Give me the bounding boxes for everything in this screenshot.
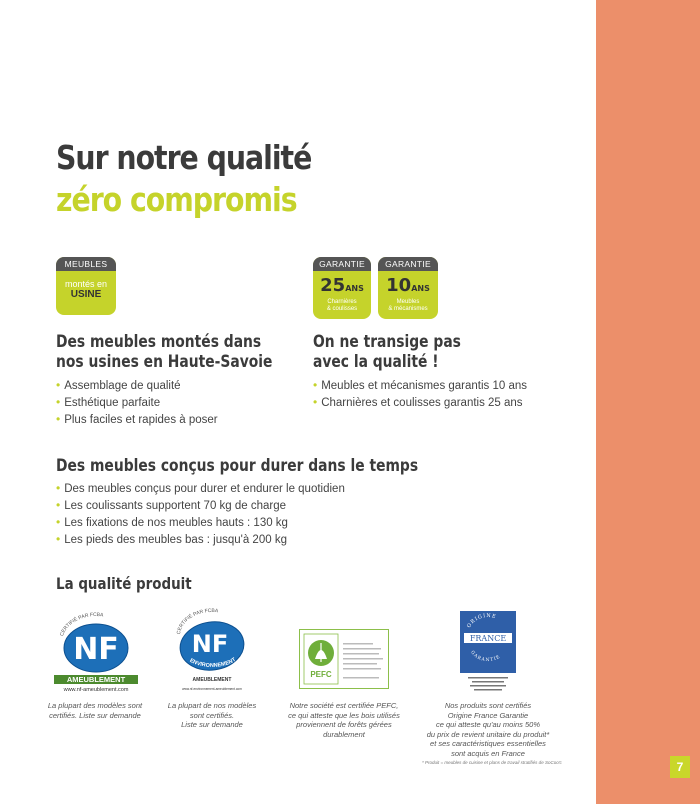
section3-list [56,480,345,548]
nf-url: www.nf-ameublement.com [63,687,129,693]
page-title: Sur notre qualité [56,138,312,177]
list-item: • Assemblage de qualité [56,378,181,392]
section1-title-line1: Des meubles montés dans [56,332,262,351]
list-item: • Les fixations de nos meubles hauts : 130 kg [56,515,288,529]
bullet-icon: • [56,395,61,409]
nf-ameublement-logo [48,608,144,694]
bullet-icon: • [56,378,61,392]
bullet-icon: • [56,532,61,546]
nf-env-text: ENVIRONNEMENT [188,656,238,669]
bullet-icon: • [56,515,61,529]
badge-meubles-usine [56,257,116,315]
badge-sub: Meubles [396,299,420,305]
section2-title-line2: avec la qualité ! [313,352,439,371]
origine-france-garantie-logo [458,611,518,699]
nf1-caption: La plupart des modèles sont certifiés. Liste sur demande [47,701,143,720]
badge-head: MEUBLES [56,257,116,271]
section2-list [313,377,527,411]
list-item: • Les pieds des meubles bas : jusqu'à 200 kg [56,532,287,546]
badge-unit: ANS [411,284,430,293]
badge-number: 10 [386,275,412,296]
ofg-country: FRANCE [469,634,507,643]
badge-line-bold: USINE [70,289,102,300]
nf-mark: NF [73,632,119,667]
section2-title-line1: On ne transige pas [313,332,461,351]
ofg-arc-text: ORIGINE [466,612,498,630]
nf-env-arc-text: CERTIFIÉ PAR FCBA [175,607,219,635]
badge-sub: & mécanismes [388,306,428,312]
nf-env-url: www.nf-environnement-ameublement.com [182,687,242,691]
nf-band: AMEUBLEMENT [66,675,126,684]
badge-sub: & coulisses [326,306,358,312]
badge-garantie-25 [313,257,371,319]
nf-env-mark: NF [191,630,229,658]
list-item: • Meubles et mécanismes garantis 10 ans [313,378,528,392]
pefc-logo [299,629,389,689]
list-item: • Esthétique parfaite [56,395,161,409]
bullet-icon: • [313,378,318,392]
ofg-caption: Nos produits sont certifiés Origine France Garantie ce qui atteste qu'au moins 50% du prix de revient unitaire du produit* et ses caractéristiques essentielles sont acquis en France [426,701,550,758]
quality-title: La qualité produit [56,574,192,593]
badge-sub: Charnières [327,299,357,305]
footnote: * Produit = meubles de cuisine et plans de travail stratifiés de SoCoo'c [422,760,562,765]
badge-head: GARANTIE [378,257,438,271]
list-item: • Charnières et coulisses garantis 25 ans [313,395,523,409]
list-item: • Les coulissants supportent 70 kg de charge [56,498,287,512]
ofg-arc2-text: GARANTIE [469,650,502,664]
badge-line: montés en [64,279,108,289]
list-item: • Plus faciles et rapides à poser [56,412,218,426]
section1-list [56,377,218,428]
bullet-icon: • [56,412,61,426]
nf2-caption: La plupart de nos modèles sont certifiés. Liste sur demande [167,701,257,729]
list-item: • Des meubles conçus pour durer et endurer le quotidien [56,481,345,495]
pefc-label: PEFC [310,670,332,679]
badge-unit: ANS [345,284,364,293]
bullet-icon: • [313,395,318,409]
nf-env-band: AMEUBLEMENT [192,677,232,683]
bullet-icon: • [56,498,61,512]
nf-environnement-logo [166,604,258,696]
page-number: 7 [670,756,690,778]
badge-garantie-10 [378,257,438,319]
section1-title-line2: nos usines en Haute-Savoie [56,352,273,371]
pefc-caption: Notre société est certifiée PEFC, ce qui atteste que les bois utilisés proviennent de forêts gérées durablement [288,701,400,739]
side-panel [596,0,700,804]
page-subtitle: zéro compromis [56,180,297,219]
nf-arc-text: CERTIFIÉ PAR FCBA [58,611,104,638]
bullet-icon: • [56,481,61,495]
section3-title: Des meubles conçus pour durer dans le temps [56,456,419,475]
badge-head: GARANTIE [313,257,371,271]
badge-number: 25 [320,275,346,296]
